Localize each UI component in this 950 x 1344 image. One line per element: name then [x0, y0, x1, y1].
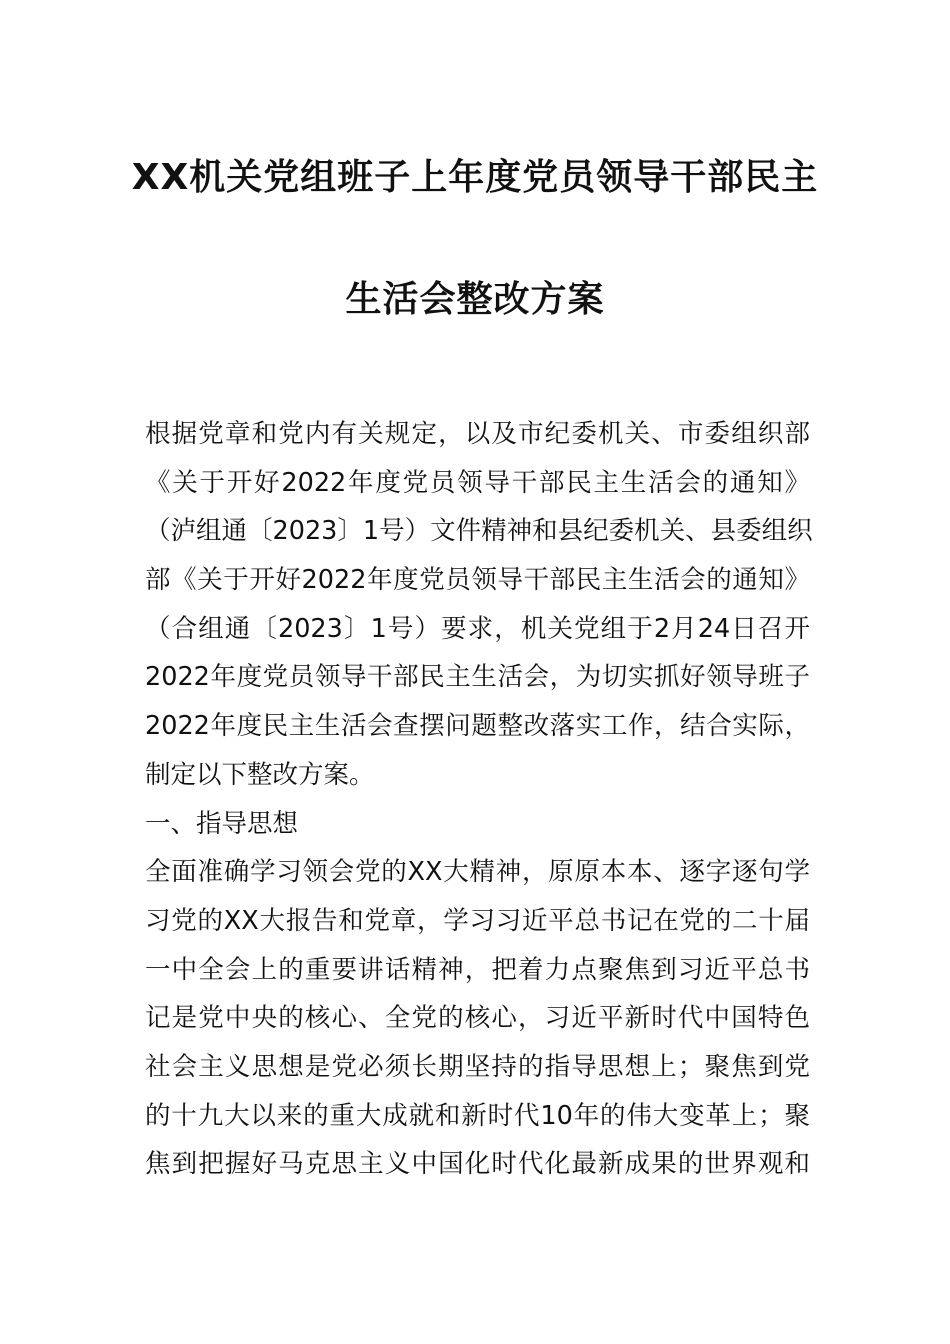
paragraph-1-line: （合组通〔2023〕1号）要求，机关党组于2月24日召开 — [145, 613, 810, 644]
paragraph-2-line: 社会主义思想是党必须长期坚持的指导思想上；聚焦到党 — [145, 1051, 810, 1082]
paragraph-1-line: 2022年度民主生活会查摆问题整改落实工作，结合实际， — [145, 711, 810, 742]
paragraph-1-line: 部《关于开好2022年度党员领导干部民主生活会的通知》 — [145, 565, 810, 596]
document-title-line-2: 生活会整改方案 — [345, 279, 605, 320]
paragraph-1-line: 《关于开好2022年度党员领导干部民主生活会的通知》 — [145, 467, 810, 498]
paragraph-1-line: 制定以下整改方案。 — [145, 759, 375, 790]
document-title-line-1: XX机关党组班子上年度党员领导干部民主 — [131, 157, 819, 198]
paragraph-1-line: 根据党章和党内有关规定，以及市纪委机关、市委组织部 — [145, 419, 810, 449]
paragraph-2-line: 记是党中央的核心、全党的核心，习近平新时代中国特色 — [145, 1003, 810, 1034]
paragraph-1-line: 2022年度党员领导干部民主生活会，为切实抓好领导班子 — [145, 662, 810, 693]
paragraph-1-line: （泸组通〔2023〕1号）文件精神和县纪委机关、县委组织 — [145, 516, 813, 547]
paragraph-2-line: 焦到把握好马克思主义中国化时代化最新成果的世界观和 — [145, 1149, 810, 1180]
section-1-heading: 一、指导思想 — [145, 808, 299, 839]
paragraph-2-line: 习党的XX大报告和党章，学习习近平总书记在党的二十届 — [145, 905, 810, 936]
document-body — [145, 410, 813, 1189]
paragraph-2-line: 一中全会上的重要讲话精神，把着力点聚焦到习近平总书 — [145, 954, 810, 985]
paragraph-2-line: 全面准确学习领会党的XX大精神，原原本本、逐字逐句学 — [145, 857, 810, 888]
paragraph-2-line: 的十九大以来的重大成就和新时代10年的伟大变革上；聚 — [145, 1100, 810, 1131]
